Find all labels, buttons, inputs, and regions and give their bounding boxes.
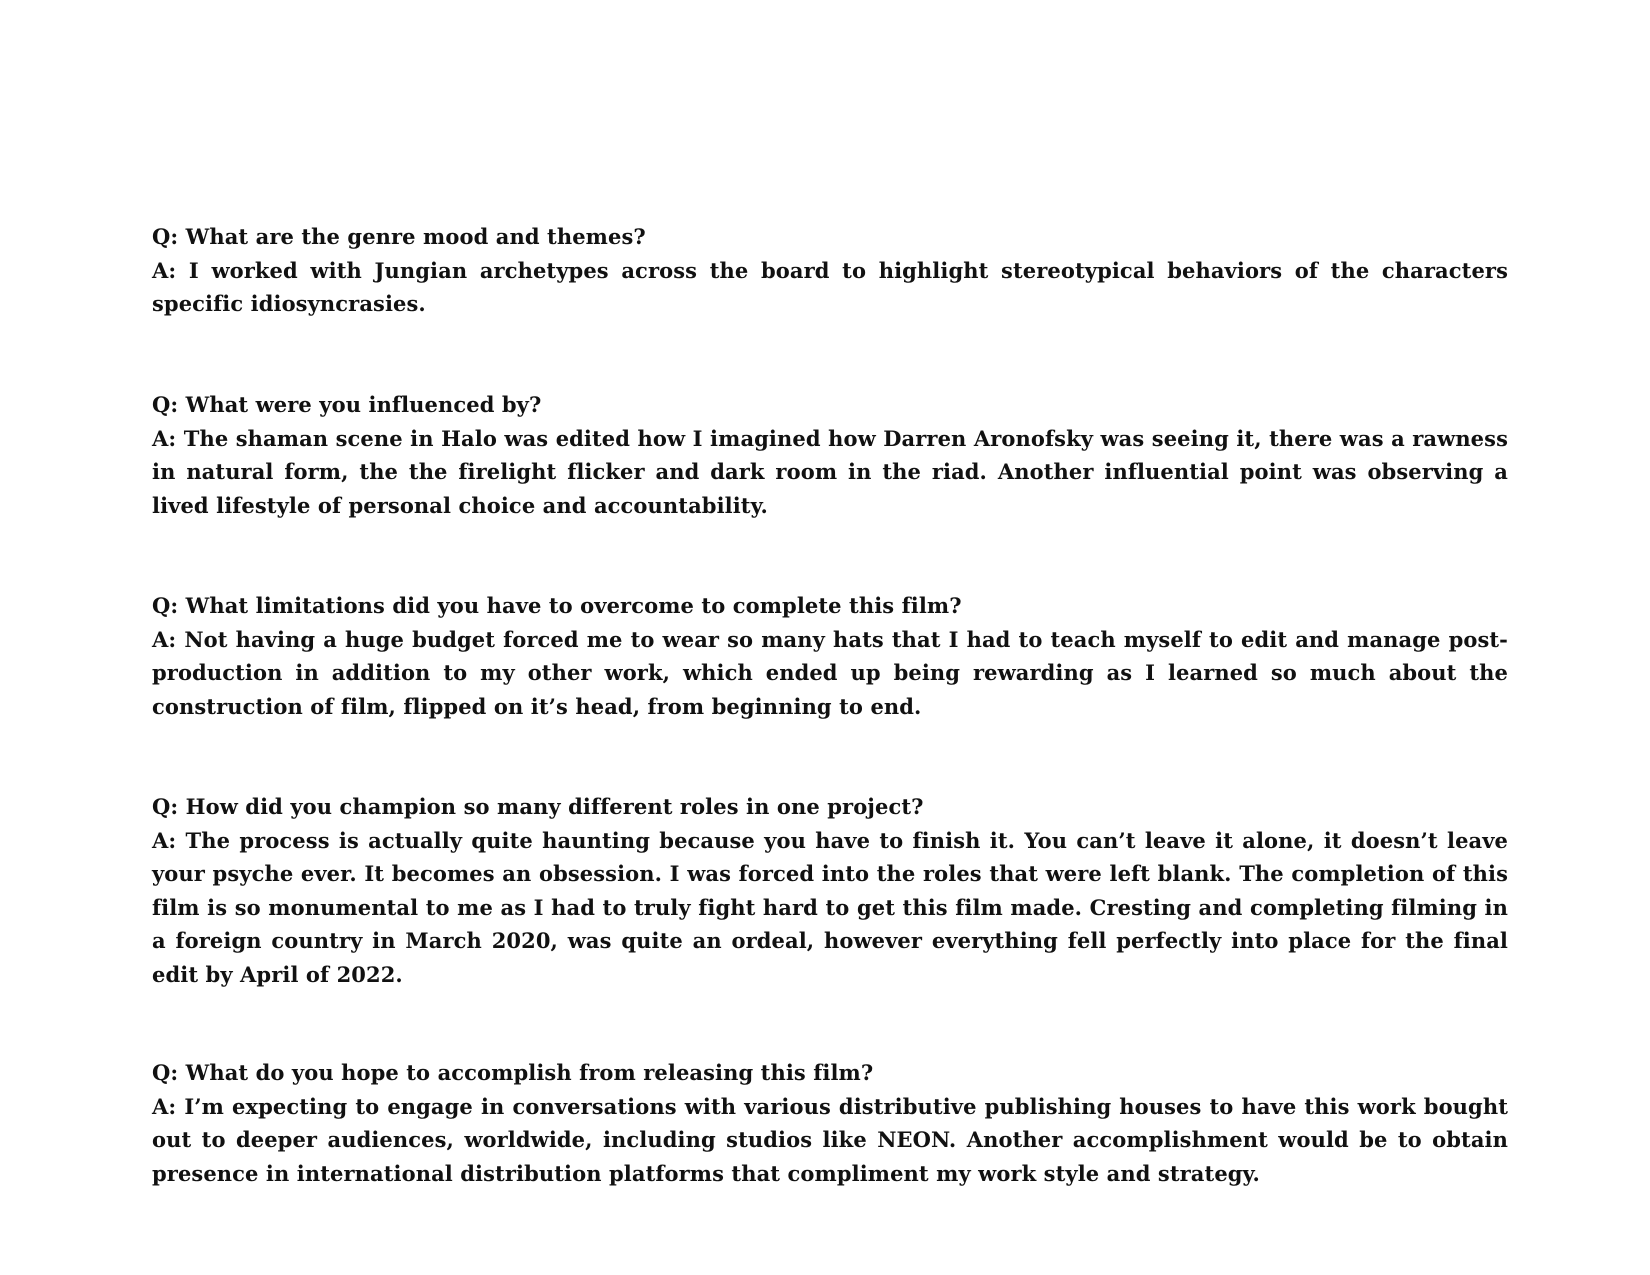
- qa-block-roles: [152, 790, 1508, 991]
- answer-text: A: I’m expecting to engage in conversations with various distributive publishing houses to have this work bought out to deeper audiences, worldwide, including studios like NEON. Another accomplishment would be to obtain presence in international distribution platforms that compliment my work style and strategy.: [152, 1093, 1508, 1186]
- answer-text: A: Not having a huge budget forced me to wear so many hats that I had to teach myself to edit and manage post-production in addition to my other work, which ended up being rewarding as I learned so much about the construction of film, flipped on it’s head, from beginning to end.: [152, 626, 1508, 719]
- qa-block-release-goals: [152, 1056, 1508, 1190]
- question-text: Q: What do you hope to accomplish from releasing this film?: [152, 1060, 874, 1085]
- question-text: Q: What limitations did you have to overcome to complete this film?: [152, 593, 962, 618]
- answer-text: A: I worked with Jungian archetypes across the board to highlight stereotypical behaviors of the characters specific idiosyncrasies.: [152, 257, 1508, 316]
- qa-block-limitations: [152, 589, 1508, 723]
- qa-block-genre: [152, 220, 1508, 321]
- question-text: Q: What were you influenced by?: [152, 392, 542, 417]
- answer-text: A: The process is actually quite haunting because you have to finish it. You can’t leave it alone, it doesn’t leave your psyche ever. It becomes an obsession. I was forced into the roles that were left blank. The completion of this film is so monumental to me as I had to truly fight hard to get this film made. Cresting and completing filming in a foreign country in March 2020, was quite an ordeal, however everything fell perfectly into place for the final edit by April of 2022.: [152, 827, 1508, 987]
- question-text: Q: What are the genre mood and themes?: [152, 224, 646, 249]
- question-text: Q: How did you champion so many different roles in one project?: [152, 794, 924, 819]
- qa-block-influences: [152, 388, 1508, 522]
- answer-text: A: The shaman scene in Halo was edited how I imagined how Darren Aronofsky was seeing it, there was a rawness in natural form, the the firelight flicker and dark room in the riad. Another influential point was observing a lived lifestyle of personal choice and accountability.: [152, 425, 1508, 518]
